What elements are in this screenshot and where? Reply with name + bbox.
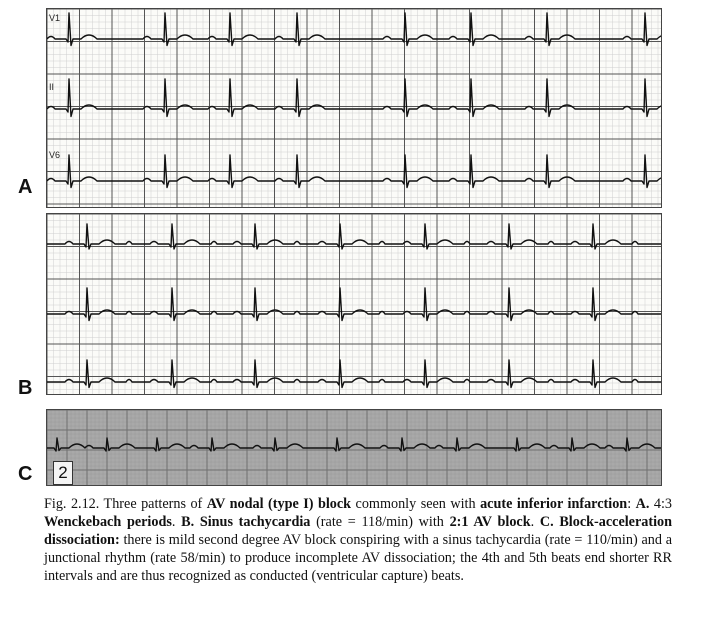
- figure-caption: [44, 495, 672, 585]
- caption-text: :: [627, 496, 636, 512]
- caption-text: 4:3: [649, 496, 673, 512]
- caption-bold: AV nodal (type I) block: [206, 496, 352, 512]
- caption-text: commonly seen with: [351, 496, 481, 512]
- ecg-strip-c: [46, 409, 662, 486]
- ecg-trace-b3: [47, 360, 662, 388]
- ecg-trace-b2: [47, 288, 662, 321]
- ecg-strip-a: [46, 8, 662, 208]
- lead-label-v1: V1: [49, 13, 61, 23]
- caption-text: .: [530, 514, 540, 530]
- caption-text: .: [171, 514, 182, 530]
- caption-bold: 2:1 AV block: [449, 514, 531, 530]
- ecg-trace-b1: [47, 224, 662, 249]
- ecg-strip-b-graphic: [47, 214, 662, 395]
- ecg-strip-b: [46, 213, 662, 395]
- caption-text: there is mild second degree AV block conspiring with a sinus tachycardia (rate = 110/min) and a junctional rhythm (rate 58/min) to produce incomplete AV dissociation; the 4th and 5th beats end shorter RR intervals and are thus recognized as conducted (ventricular capture) beats.: [44, 532, 672, 584]
- caption-bold: B. Sinus tachycardia: [181, 514, 311, 530]
- lead-label-ii: II: [49, 82, 55, 92]
- lead-label-v6: V6: [49, 150, 61, 160]
- ecg-trace-v1: [47, 13, 662, 46]
- caption-bold: A.: [635, 496, 650, 512]
- ecg-trace-ii: [47, 79, 662, 117]
- panel-label-a: A: [18, 176, 33, 198]
- caption-text: (rate = 118/min) with: [310, 514, 450, 530]
- ecg-strip-a-graphic: [47, 9, 662, 208]
- caption-bold: C. Block-acceleration dissociation:: [44, 514, 673, 548]
- strip-number-box: 2: [53, 461, 73, 485]
- caption-bold: acute inferior infarction: [480, 496, 628, 512]
- ecg-strip-c-graphic: [47, 410, 662, 486]
- caption-bold: Wenckebach periods: [44, 514, 172, 530]
- panel-label-c: C: [18, 463, 33, 485]
- panel-label-b: B: [18, 377, 33, 399]
- caption-text: Fig. 2.12. Three patterns of: [44, 496, 207, 512]
